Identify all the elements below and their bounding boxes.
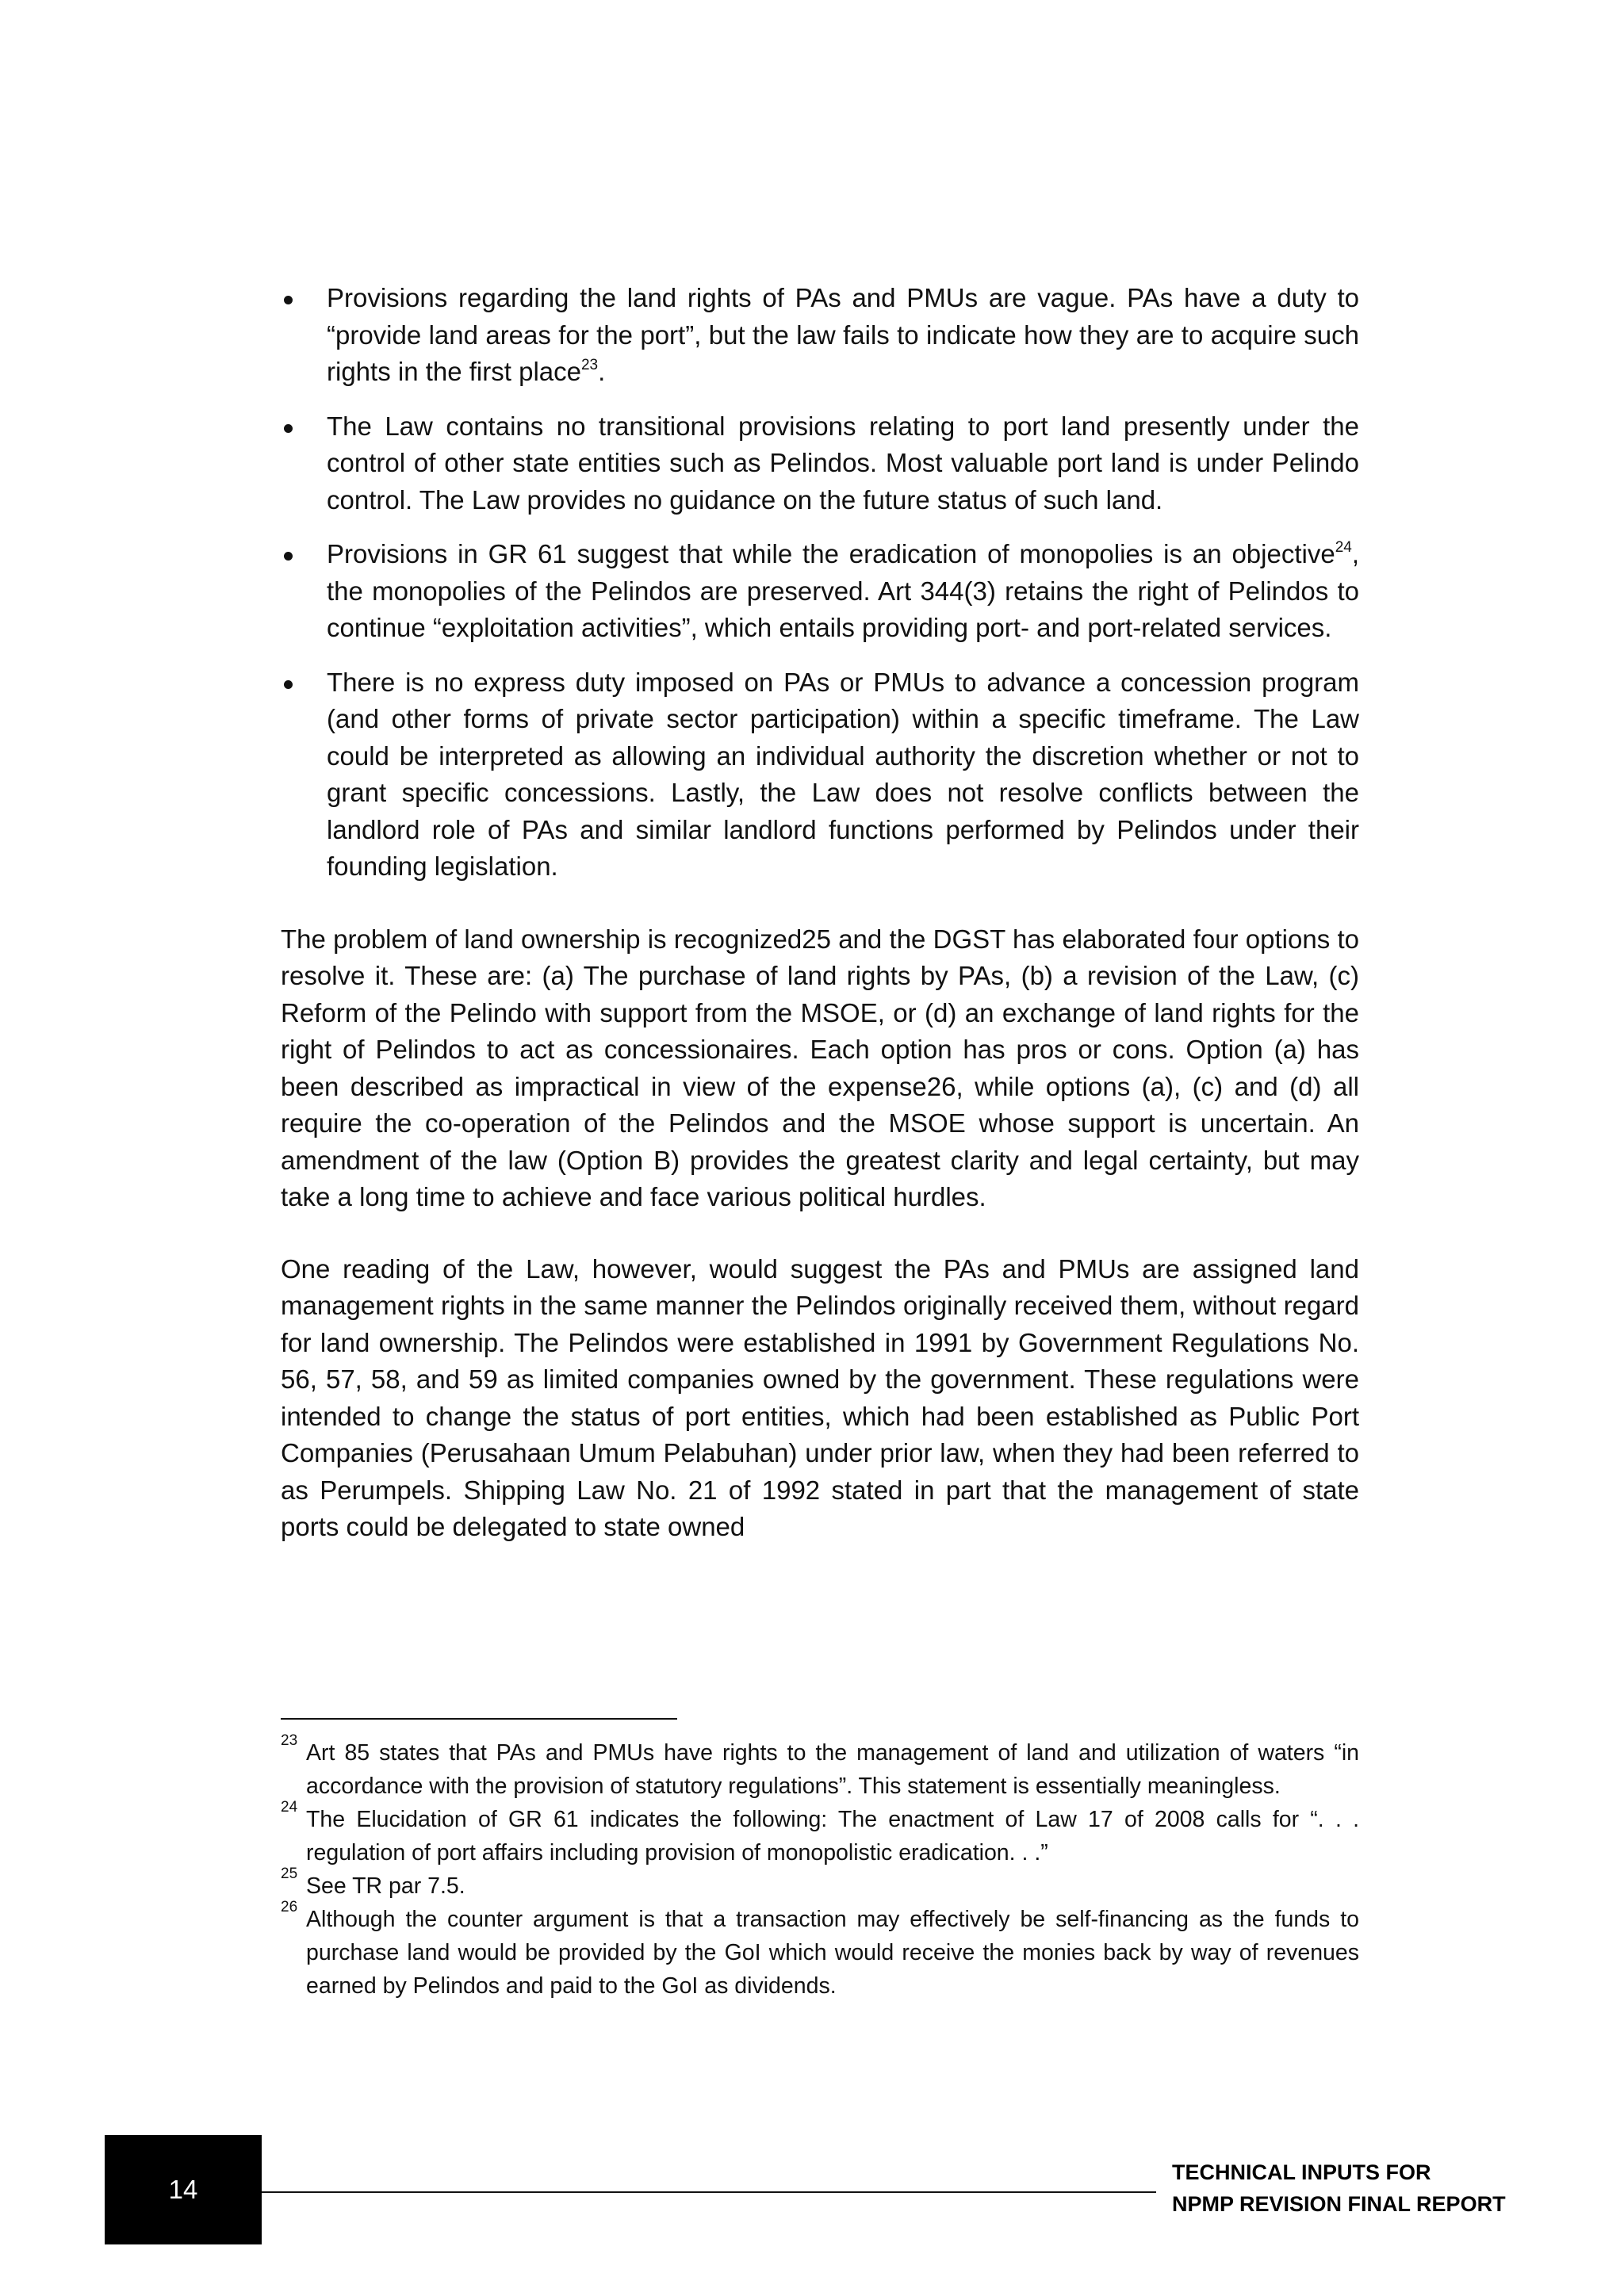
bullet-text-tail: . xyxy=(598,357,606,386)
paragraph-reading-of-law: One reading of the Law, however, would suggest the PAs and PMUs are assigned land management rights in the same manner the Pelindos originally received them, without regard for land ownership. The Pelindos were established in 1991 by Government Regulations No. 56, 57, 58, and 59 as limited companies owned by the government. These regulations were intended to change the status of port entities, which had been established as Public Port Companies (Perusahaan Umum Pelabuhan) under prior law, when they had been referred to as Perumpels. Shipping Law No. 21 of 1992 stated in part that the management of state ports could be delegated to state owned xyxy=(281,1253,1359,1541)
footnote-26 xyxy=(281,1899,1359,2003)
footnote-number: 24 xyxy=(281,1799,298,1816)
bullet-dot-icon xyxy=(284,296,293,304)
page-number: 14 xyxy=(168,2175,198,2204)
footer-rule xyxy=(262,2191,1156,2193)
bullet-text: The Law contains no transitional provisions relating to port land presently under the control of other state entities such as Pelindos. Most valuable port land is under Pelindo control. The Law provides no guidance on the future status of such land. xyxy=(327,411,1359,515)
footnote-23 xyxy=(281,1732,1359,1803)
footnote-number: 25 xyxy=(281,1866,298,1882)
footnote-number: 23 xyxy=(281,1732,298,1749)
bullet-list xyxy=(281,280,1359,886)
bullet-text: There is no express duty imposed on PAs or PMUs to advance a concession program (and other forms of private sector participation) within a specific timeframe. The Law could be interpreted as allowing an individual authority the discretion whether or not to grant specific concessions. Lastly, the Law does not resolve conflicts between the landlord role of PAs and similar landlord functions performed by Pelindos under their founding legislation. xyxy=(327,667,1359,881)
footnote-separator xyxy=(281,1718,677,1720)
footer-report-title xyxy=(1172,2156,1506,2220)
bullet-item-concession xyxy=(281,664,1359,886)
footnote-text: Although the counter argument is that a transaction may effectively be self-financing as the funds to purchase land would be provided by the GoI which would receive the monies back by way of revenues earned by Pelindos and paid to the GoI as dividends. xyxy=(306,1907,1359,1999)
footer-title-line-1: TECHNICAL INPUTS FOR xyxy=(1172,2160,1431,2184)
footnote-text: Art 85 states that PAs and PMUs have rights to the management of land and utilization of waters “in accordance with the provision of statutory regulations”. This statement is essentially meaningless. xyxy=(306,1740,1359,1799)
footer-title-line-2: NPMP REVISION FINAL REPORT xyxy=(1172,2192,1506,2216)
bullet-dot-icon xyxy=(284,552,293,561)
bullet-item-transitional xyxy=(281,408,1359,519)
bullet-dot-icon xyxy=(284,424,293,433)
paragraph-land-ownership: The problem of land ownership is recognized25 and the DGST has elaborated four options to resolve it. These are: (a) The purchase of land rights by PAs, (b) a revision of the Law, (c) Reform of the Pelindo with support from the MSOE, or (d) an exchange of land rights for the right of Pelindos to act as concessionaires. Each option has pros or cons. Option (a) has been described as impractical in view of the expense26, while options (a), (c) and (d) all require the co-operation of the Pelindos and the MSOE whose support is uncertain. An amendment of the law (Option B) provides the greatest clarity and legal certainty, but may take a long time to achieve and face various political hurdles. xyxy=(281,924,1359,1211)
bullet-text: Provisions in GR 61 suggest that while the eradication of monopolies is an objective xyxy=(327,539,1335,568)
footnote-text: See TR par 7.5. xyxy=(306,1873,465,1899)
bullet-text: Provisions regarding the land rights of PAs and PMUs are vague. PAs have a duty to “provide land areas for the port”, but the law fails to indicate how they are to acquire such rights in the first place xyxy=(327,283,1359,386)
footnote-ref-24[interactable]: 24 xyxy=(1335,539,1352,556)
main-content xyxy=(281,280,1359,1581)
footnote-number: 26 xyxy=(281,1899,298,1915)
footnote-ref-23[interactable]: 23 xyxy=(580,357,599,373)
footnote-25 xyxy=(281,1866,1359,1903)
bullet-dot-icon xyxy=(284,680,293,689)
footnotes xyxy=(281,1732,1359,2003)
bullet-text-after: , the monopolies of the Pelindos are preserved. Art 344(3) retains the right of Pelindos to continue “exploitation activities”, which entails providing port- and port-related services. xyxy=(327,539,1359,642)
bullet-item-monopolies xyxy=(281,536,1359,647)
footnote-text: The Elucidation of GR 61 indicates the following: The enactment of Law 17 of 2008 calls for “. . . regulation of port affairs including provision of monopolistic eradication. . .” xyxy=(306,1807,1359,1866)
footnote-24 xyxy=(281,1799,1359,1869)
bullet-item-land-rights xyxy=(281,280,1359,391)
page-number-box xyxy=(105,2135,262,2244)
